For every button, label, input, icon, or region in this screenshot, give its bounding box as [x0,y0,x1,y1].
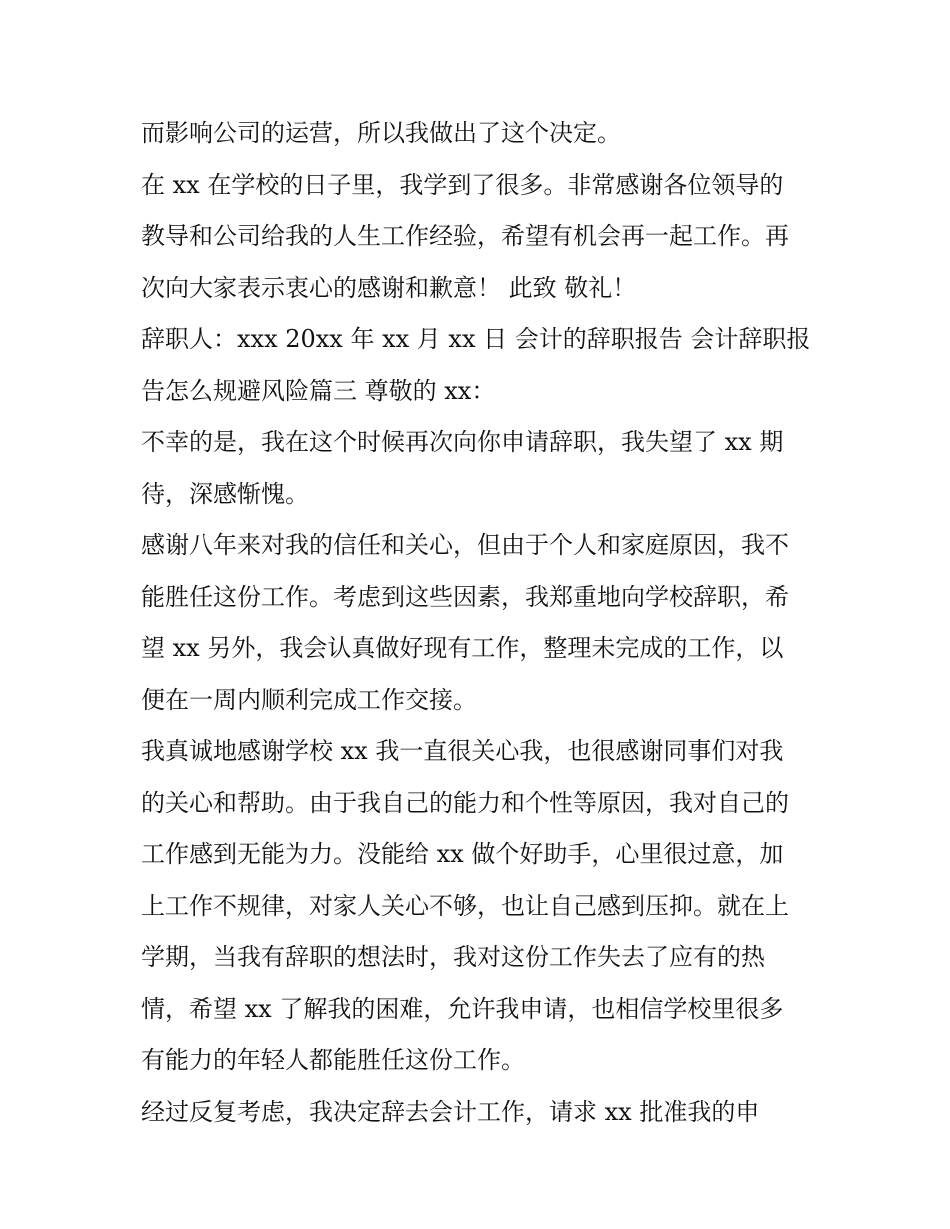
text-line: 不幸的是，我在这个时候再次向你申请辞职，我失望了 xx 期 [141,428,784,456]
text-line: 上工作不规律，对家人关心不够，也让自己感到压抑。就在上 [141,891,789,920]
text-line: 工作感到无能为力。没能给 xx 做个好助手，心里很过意，加 [141,840,784,868]
text-line: 感谢八年来对我的信任和关心，但由于个人和家庭原因，我不 [141,531,789,559]
text-line: 情，希望 xx 了解我的困难，允许我申请，也相信学校里很多 [141,994,784,1023]
text-line: 学期，当我有辞职的想法时，我对这份工作失去了应有的热 [141,943,765,971]
text-line: 的关心和帮助。由于我自己的能力和个性等原因，我对自己的 [141,788,789,817]
text-line: 待，深感惭愧。 [141,479,309,508]
text-line: 在 xx 在学校的日子里，我学到了很多。非常感谢各位领导的 [141,170,784,199]
text-line: 教导和公司给我的人生工作经验，希望有机会再一起工作。再 [141,222,789,250]
text-line: 而影响公司的运营，所以我做出了这个决定。 [141,119,621,147]
text-line: 经过反复考虑，我决定辞去会计工作，请求 xx 批准我的申 [141,1097,760,1126]
text-line: 望 xx 另外，我会认真做好现有工作，整理未完成的工作，以 [141,634,784,662]
text-line: 次向大家表示衷心的感谢和歉意！ 此致 敬礼！ [141,273,637,302]
text-line: 我真诚地感谢学校 xx 我一直很关心我，也很感谢同事们对我 [141,737,784,765]
text-line: 有能力的年轻人都能胜任这份工作。 [141,1046,525,1074]
text-line: 告怎么规避风险篇三 尊敬的 xx： [141,376,496,405]
text-line: 辞职人：xxx 20xx 年 xx 月 xx 日 会计的辞职报告 会计辞职报 [141,325,811,353]
text-line: 能胜任这份工作。考虑到这些因素，我郑重地向学校辞职，希 [141,582,789,611]
document-body [141,108,821,1138]
text-line: 便在一周内顺利完成工作交接。 [141,685,477,714]
